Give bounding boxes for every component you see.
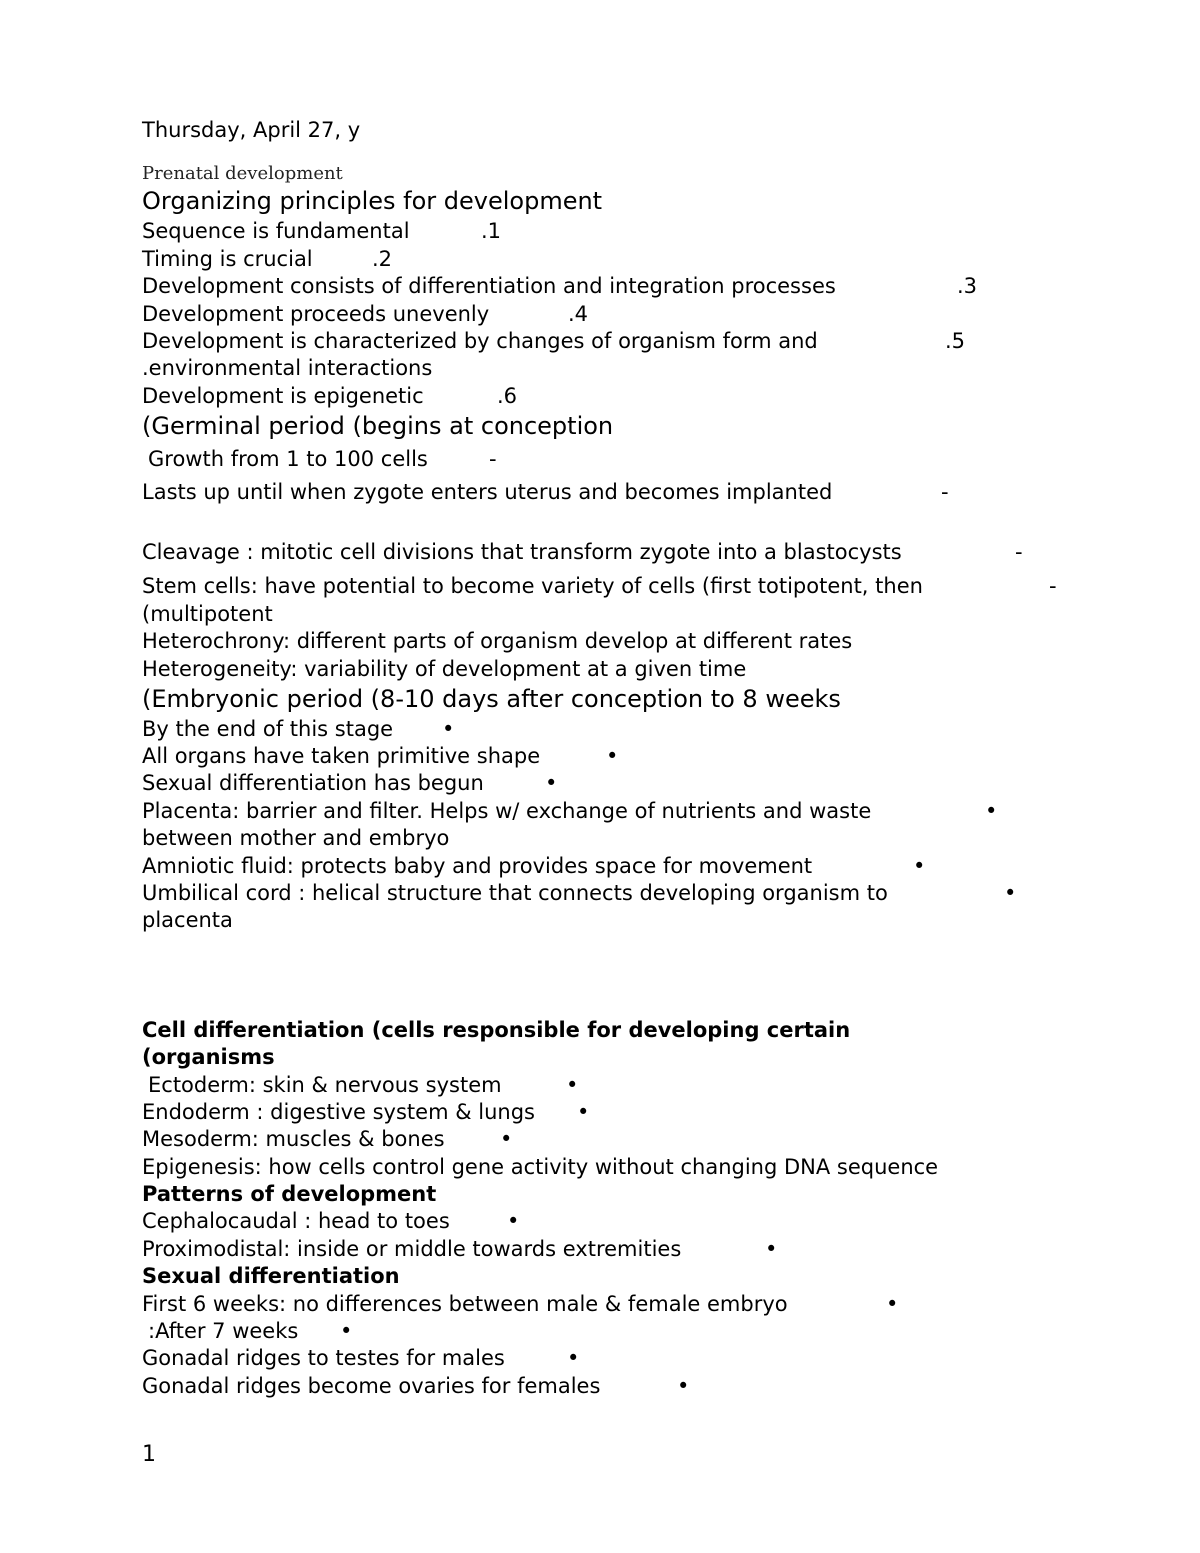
cell-item-2: Endoderm : digestive system & lungs — [142, 1100, 535, 1124]
principle-5: Development is characterized by changes of organism form and — [142, 329, 818, 353]
cell-item-1: Ectoderm: skin & nervous system — [148, 1073, 502, 1097]
principle-2: Timing is crucial — [142, 247, 313, 271]
embryonic-item-4-bullet: • — [985, 799, 998, 823]
principle-5-number: .5 — [945, 329, 966, 353]
principle-4: Development proceeds unevenly — [142, 302, 490, 326]
germinal-item-1-dash: - — [489, 447, 497, 471]
date-line: Thursday, April 27, y — [142, 118, 361, 142]
heading-cell-differentiation: Cell differentiation (cells responsible for developing certain — [142, 1018, 851, 1042]
germinal-item-4: Stem cells: have potential to become variety of cells (first totipotent, then — [142, 574, 923, 598]
germinal-item-1: Growth from 1 to 100 cells — [148, 447, 428, 471]
germinal-item-2-dash: - — [941, 480, 949, 504]
heterogeneity-line: Heterogeneity: variability of development at a given time — [142, 657, 747, 681]
principle-6: Development is epigenetic — [142, 384, 424, 408]
pattern-item-2: Proximodistal: inside or middle towards extremities — [142, 1237, 682, 1261]
cell-item-3: Mesoderm: muscles & bones — [142, 1127, 445, 1151]
heading-patterns: Patterns of development — [142, 1182, 437, 1206]
heading-principles: Organizing principles for development — [142, 187, 603, 215]
embryonic-item-1: By the end of this stage — [142, 717, 394, 741]
principle-5-continuation: .environmental interactions — [142, 356, 433, 380]
embryonic-item-3: Sexual differentiation has begun — [142, 771, 484, 795]
cell-item-1-bullet: • — [566, 1073, 579, 1097]
embryonic-item-4: Placenta: barrier and filter. Helps w/ exchange of nutrients and waste — [142, 799, 872, 823]
sexual-item-1: First 6 weeks: no differences between male & female embryo — [142, 1292, 788, 1316]
sexual-item-2: :After 7 weeks — [148, 1319, 299, 1343]
principle-1: Sequence is fundamental — [142, 219, 410, 243]
embryonic-item-3-bullet: • — [545, 771, 558, 795]
sexual-item-4: Gonadal ridges become ovaries for females — [142, 1374, 601, 1398]
subject-line: Prenatal development — [142, 163, 343, 184]
germinal-item-4-continuation: (multipotent — [142, 602, 273, 626]
heading-sexual-differentiation: Sexual differentiation — [142, 1264, 400, 1288]
embryonic-item-4-continuation: between mother and embryo — [142, 826, 450, 850]
heading-germinal: (Germinal period (begins at conception — [142, 412, 614, 440]
epigenesis-line: Epigenesis: how cells control gene activity without changing DNA sequence — [142, 1155, 939, 1179]
cell-item-3-bullet: • — [500, 1127, 513, 1151]
germinal-item-4-dash: - — [1049, 574, 1057, 598]
embryonic-item-1-bullet: • — [442, 717, 455, 741]
embryonic-item-2: All organs have taken primitive shape — [142, 744, 541, 768]
embryonic-item-6-bullet: • — [1004, 881, 1017, 905]
germinal-item-3-dash: - — [1015, 540, 1023, 564]
sexual-item-4-bullet: • — [677, 1374, 690, 1398]
heading-cell-differentiation-continuation: (organisms — [142, 1045, 275, 1069]
principle-3: Development consists of differentiation and integration processes — [142, 274, 836, 298]
heading-embryonic: (Embryonic period (8-10 days after conception to 8 weeks — [142, 685, 841, 713]
principle-1-number: .1 — [481, 219, 502, 243]
pattern-item-2-bullet: • — [765, 1237, 778, 1261]
sexual-item-3: Gonadal ridges to testes for males — [142, 1346, 505, 1370]
embryonic-item-5-bullet: • — [913, 854, 926, 878]
pattern-item-1-bullet: • — [507, 1209, 520, 1233]
principle-3-number: .3 — [957, 274, 978, 298]
germinal-item-3: Cleavage : mitotic cell divisions that transform zygote into a blastocysts — [142, 540, 902, 564]
embryonic-item-6: Umbilical cord : helical structure that connects developing organism to — [142, 881, 888, 905]
pattern-item-1: Cephalocaudal : head to toes — [142, 1209, 450, 1233]
principle-6-number: .6 — [497, 384, 518, 408]
page-number: 1 — [142, 1442, 156, 1467]
sexual-item-3-bullet: • — [567, 1346, 580, 1370]
cell-item-2-bullet: • — [577, 1100, 590, 1124]
germinal-item-2: Lasts up until when zygote enters uterus and becomes implanted — [142, 480, 833, 504]
sexual-item-2-bullet: • — [340, 1319, 353, 1343]
principle-2-number: .2 — [372, 247, 393, 271]
principle-4-number: .4 — [568, 302, 589, 326]
embryonic-item-5: Amniotic fluid: protects baby and provides space for movement — [142, 854, 813, 878]
sexual-item-1-bullet: • — [886, 1292, 899, 1316]
embryonic-item-2-bullet: • — [606, 744, 619, 768]
embryonic-item-6-continuation: placenta — [142, 908, 233, 932]
heterochrony-line: Heterochrony: different parts of organism develop at different rates — [142, 629, 853, 653]
